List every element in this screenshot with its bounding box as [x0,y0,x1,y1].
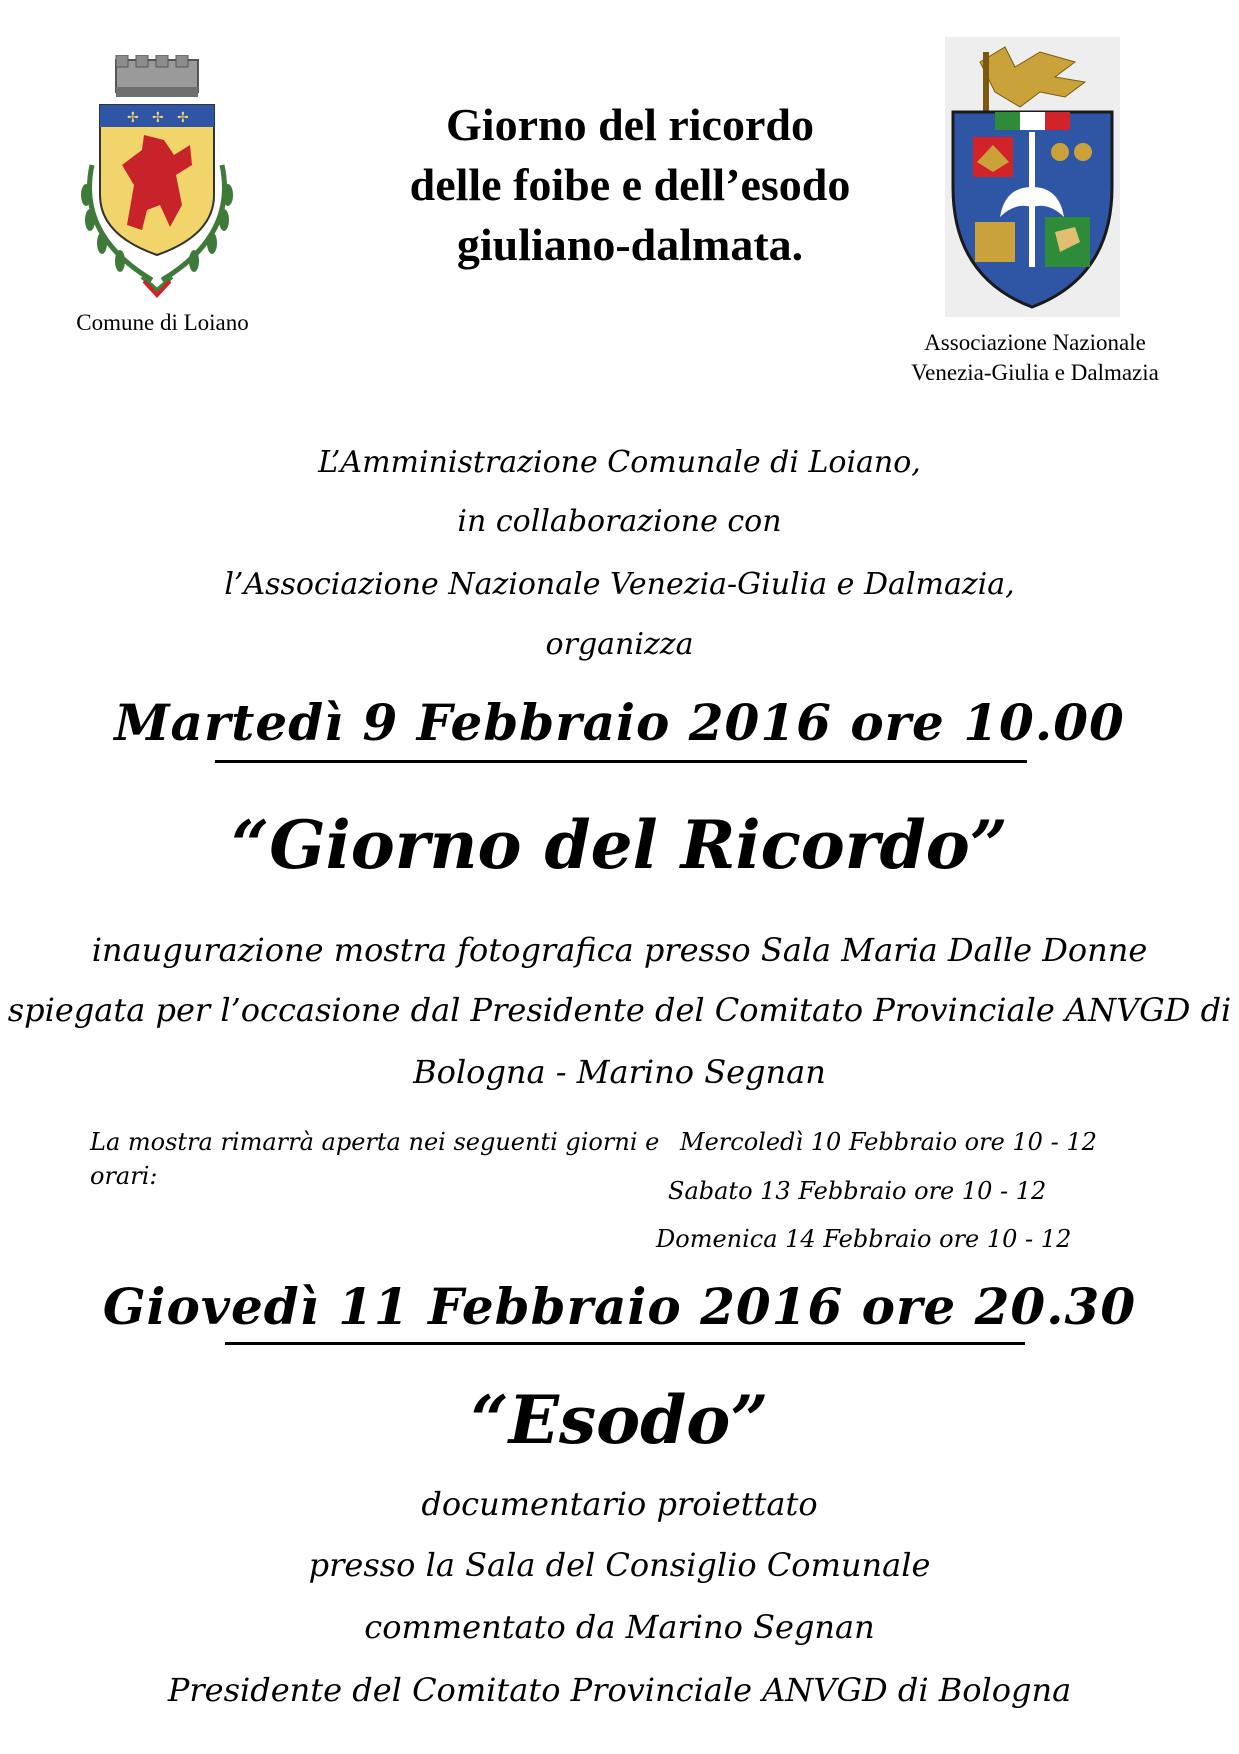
schedule-intro: La mostra rimarrà aperta nei seguenti giorni e orari: [90,1128,660,1190]
left-logo-caption: Comune di Loiano [76,310,249,335]
right-logo-caption-line: Venezia-Giulia e Dalmazia [911,360,1159,385]
schedule-item: Mercoledì 10 Febbraio ore 10 - 12 [680,1128,1097,1156]
intro-line: l’Associazione Nazionale Venezia-Giulia e Dalmazia, [224,567,1015,602]
svg-text:✢: ✢ [127,110,139,126]
event1-description-line: Bologna - Marino Segnan [413,1053,826,1091]
event2-description-line: commentato da Marino Segnan [364,1608,875,1646]
loiano-coat-of-arms-icon [72,55,242,305]
svg-text:✢: ✢ [152,110,164,126]
header-title [330,95,930,275]
intro-line: in collaborazione con [457,504,782,539]
svg-text:✢: ✢ [177,110,189,126]
anvgd-emblem-icon [945,37,1120,317]
schedule-item: Sabato 13 Febbraio ore 10 - 12 [668,1177,1047,1205]
event1-description-line: spiegata per l’occasione dal Presidente del Comitato Provinciale ANVGD di [7,991,1232,1029]
event2-description-line: Presidente del Comitato Provinciale ANVGD di Bologna [167,1671,1072,1709]
event1-title: “Giorno del Ricordo” [231,806,1008,884]
header-title-line: Giorno del ricordo [446,99,814,150]
event1-date-underline [215,760,1027,763]
intro-line: L’Amministrazione Comunale di Loiano, [318,445,921,480]
event2-date: Giovedì 11 Febbraio 2016 ore 20.30 [102,1277,1137,1336]
header-title-line: giuliano-dalmata. [456,219,804,270]
event2-description-line: presso la Sala del Consiglio Comunale [308,1546,931,1584]
event1-description-line: inaugurazione mostra fotografica presso Sala Maria Dalle Donne [91,931,1148,969]
schedule-item: Domenica 14 Febbraio ore 10 - 12 [656,1225,1072,1253]
event1-date: Martedì 9 Febbraio 2016 ore 10.00 [114,693,1125,752]
event2-description-line: documentario proiettato [421,1485,818,1523]
event2-title: “Esodo” [470,1381,769,1459]
event2-date-underline [225,1342,1025,1345]
right-logo-caption-line: Associazione Nazionale [924,330,1146,355]
intro-line: organizza [545,627,694,662]
header-title-line: delle foibe e dell’esodo [409,159,851,210]
